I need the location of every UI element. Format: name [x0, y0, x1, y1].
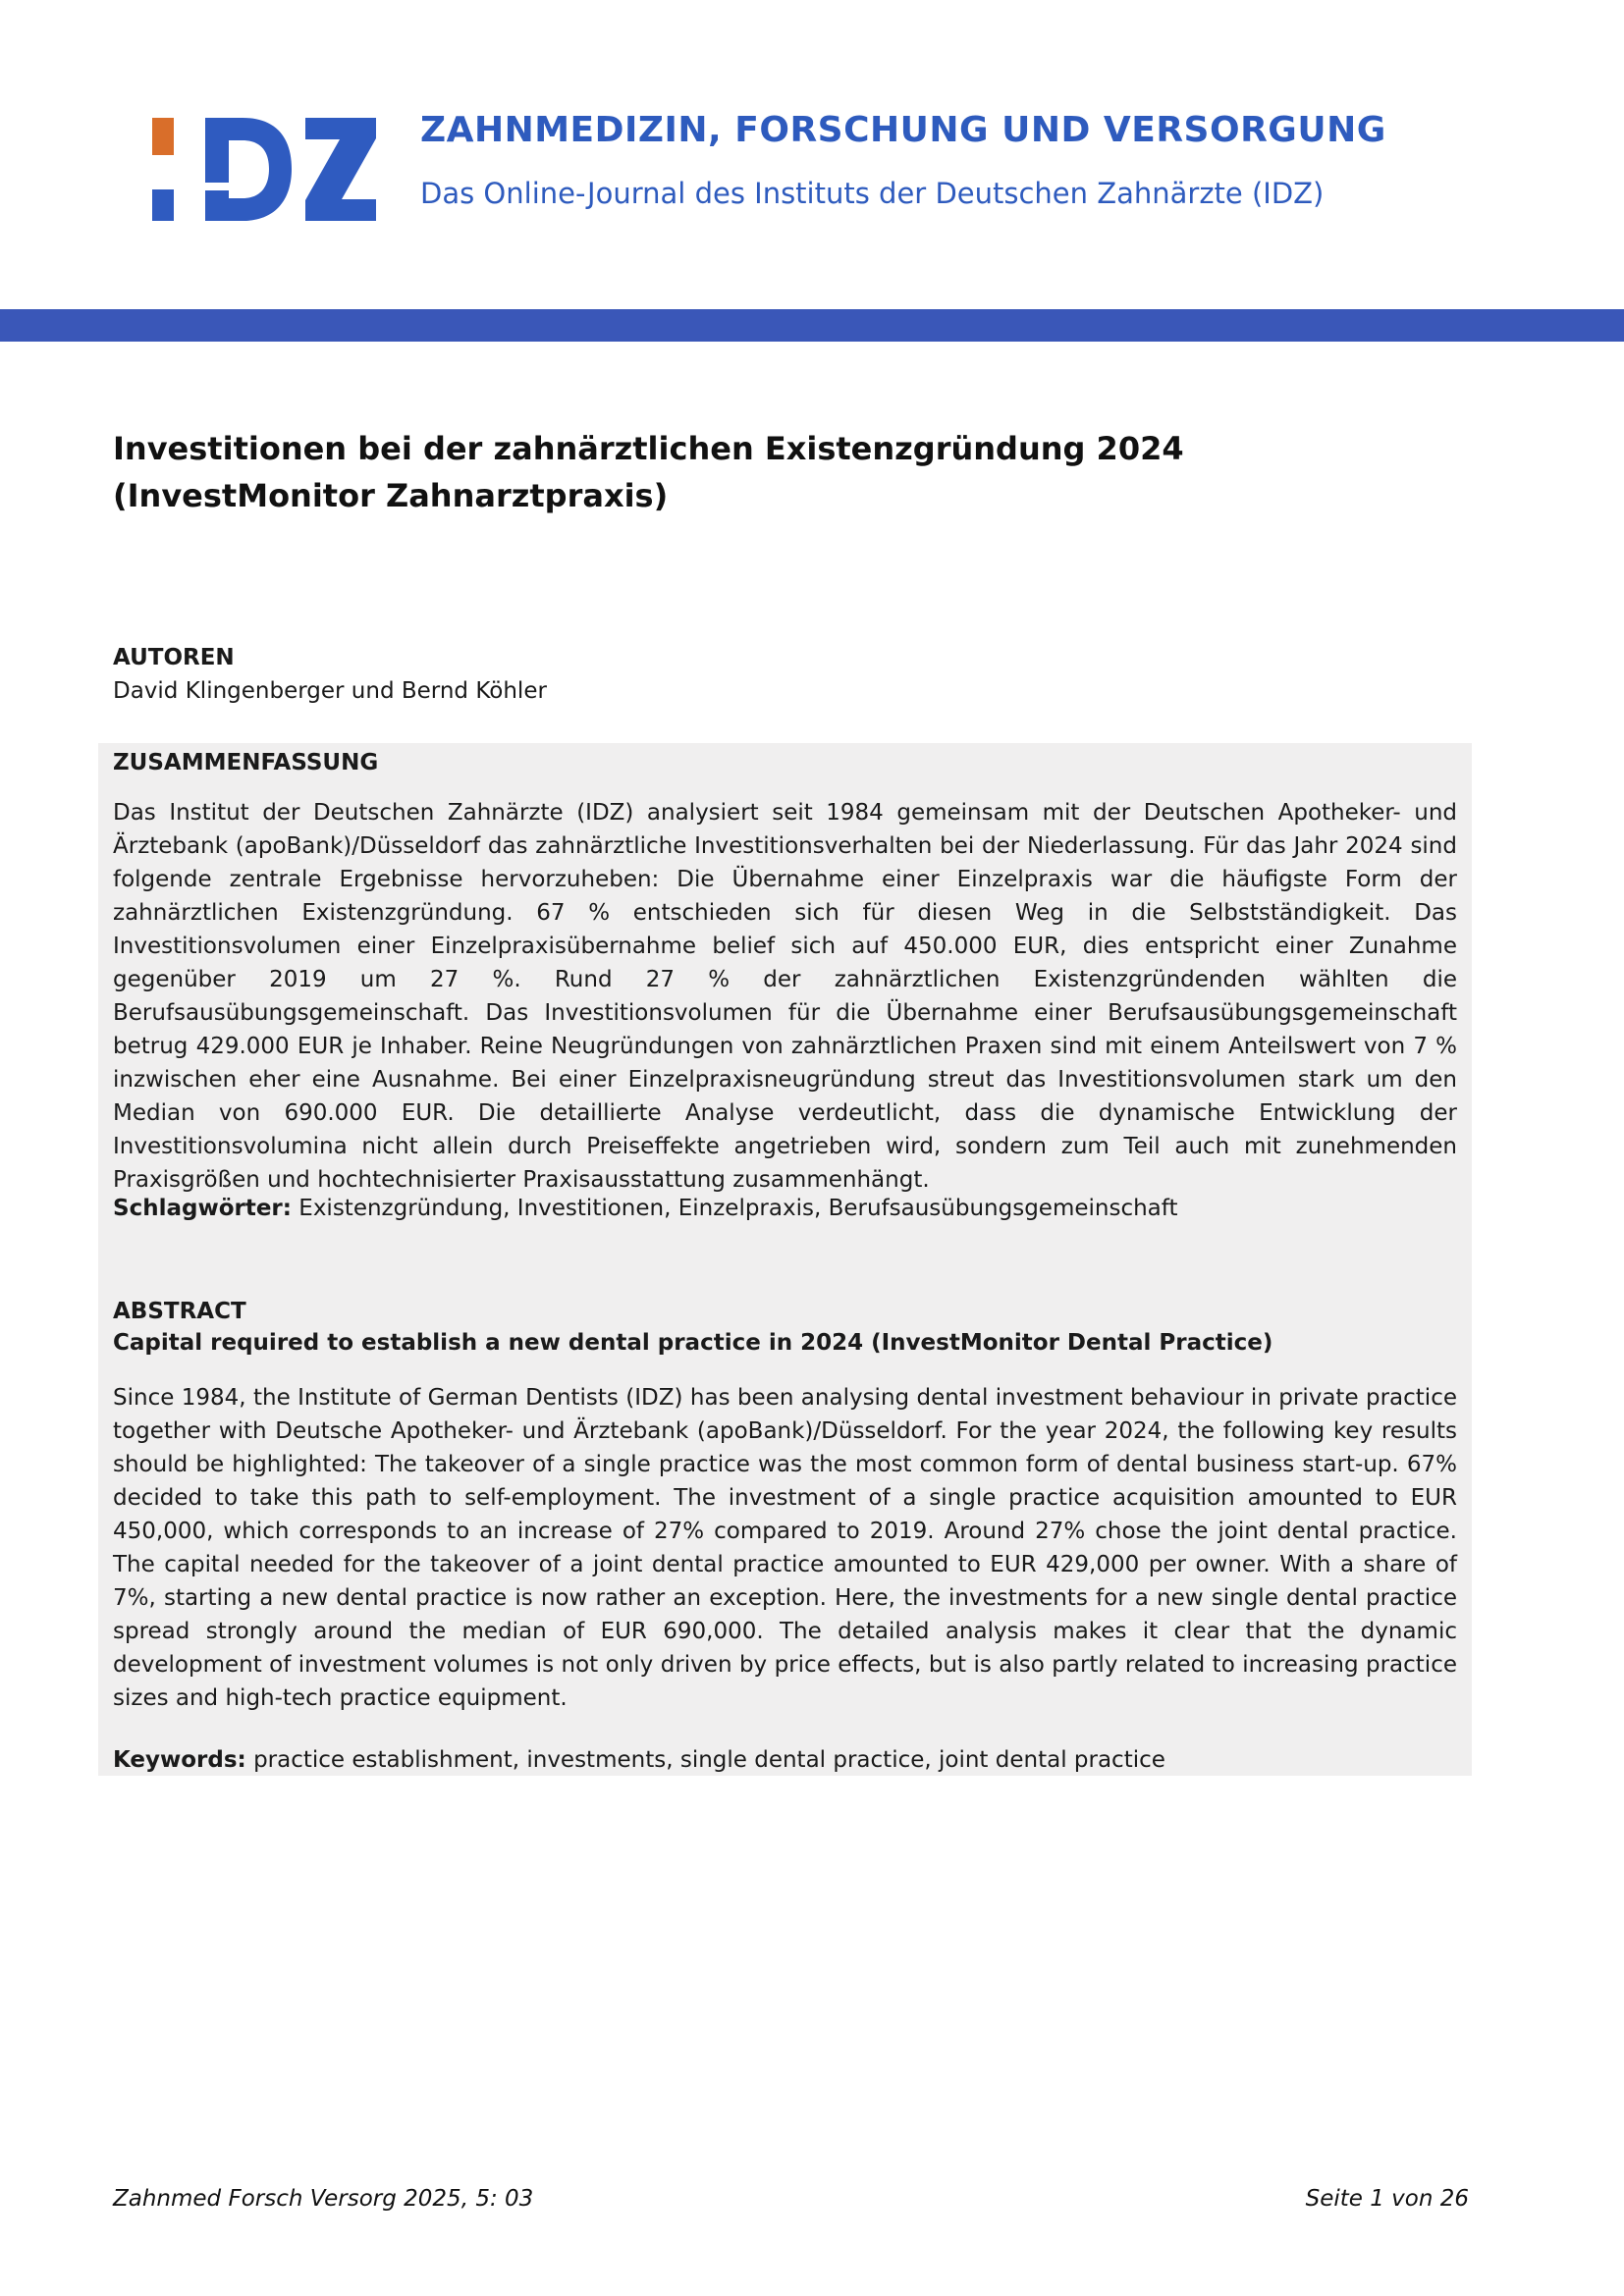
journal-title: ZAHNMEDIZIN, FORSCHUNG UND VERSORGUNG — [420, 110, 1386, 150]
journal-subtitle: Das Online-Journal des Instituts der Deutschen Zahnärzte (IDZ) — [420, 176, 1325, 210]
schlagwoerter-line — [113, 1196, 1457, 1221]
keywords-line — [113, 1747, 1457, 1773]
abstract-heading: ABSTRACT — [113, 1299, 246, 1324]
authors-heading: AUTOREN — [113, 645, 235, 670]
schlagwoerter-values: Existenzgründung, Investitionen, Einzelpraxis, Berufsausübungsgemeinschaft — [298, 1196, 1178, 1221]
logo-i-top-block — [152, 118, 174, 155]
keywords-values: practice establishment, investments, single dental practice, joint dental practice — [253, 1747, 1165, 1773]
zusammenfassung-heading: ZUSAMMENFASSUNG — [113, 750, 379, 775]
zusammenfassung-body: Das Institut der Deutschen Zahnärzte (IDZ) analysiert seit 1984 gemeinsam mit der Deutschen Apotheker- und Ärztebank (apoBank)/Düsseldorf das zahnärztliche Investitionsverhalten bei der Niederlassung. Für das Jahr 2024 sind folgende zentrale Ergebnisse hervorzuheben: Die Übernahme einer Einzelpraxis war die häufigste Form der zahnärztlichen Existenzgründung. 67 % entschieden sich für diesen Weg in die Selbstständigkeit. Das Investitionsvolumen einer Einzelpraxisübernahme belief sich auf 450.000 EUR, dies entspricht einer Zunahme gegenüber 2019 um 27 %. Rund 27 % der zahnärztlichen Existenzgründenden wählten die Berufsausübungsgemeinschaft. Das Investitionsvolumen für die Übernahme einer Berufsausübungsgemeinschaft betrug 429.000 EUR je Inhaber. Reine Neugründungen von zahnärztlichen Praxen sind mit einem Anteilswert von 7 % inzwischen eher eine Ausnahme. Bei einer Einzelpraxisneugründung streut das Investitionsvolumen stark um den Median von 690.000 EUR. Die detaillierte Analyse verdeutlicht, dass die dynamische Entwicklung der Investitionsvolumina nicht allein durch Preiseffekte angetrieben wird, sondern zum Teil auch mit zunehmenden Praxisgrößen und hochtechnisierter Praxisausstattung zusammenhängt. — [113, 800, 1457, 1193]
page-footer — [113, 2186, 1469, 2212]
header-divider-bar — [0, 309, 1624, 342]
schlagwoerter-label: Schlagwörter: — [113, 1196, 292, 1221]
abstract-subtitle: Capital required to establish a new dental practice in 2024 (InvestMonitor Dental Practice) — [113, 1330, 1273, 1356]
abstract-box — [98, 743, 1472, 1776]
logo-z-letter — [305, 118, 376, 221]
authors-section — [113, 641, 547, 708]
abstract-body: Since 1984, the Institute of German Dentists (IDZ) has been analysing dental investment behaviour in private practice together with Deutsche Apotheker- und Ärztebank (apoBank)/Düsseldorf. For the year 2024, the following key results should be highlighted: The takeover of a single practice was the most common form of dental business start-up. 67% decided to take this path to self-employment. The investment of a single practice acquisition amounted to EUR 450,000, which corresponds to an increase of 27% compared to 2019. Around 27% chose the joint dental practice. The capital needed for the takeover of a joint dental practice amounted to EUR 429,000 per owner. With a share of 7%, starting a new dental practice is now rather an exception. Here, the investments for a new single dental practice spread strongly around the median of EUR 690,000. The detailed analysis makes it clear that the dynamic development of investment volumes is not only driven by price effects, but is also partly related to increasing practice sizes and high-tech practice equipment. — [113, 1385, 1457, 1711]
article-title — [113, 425, 1184, 519]
article-title-line2: (InvestMonitor Zahnarztpraxis) — [113, 477, 669, 514]
article-title-line1: Investitionen bei der zahnärztlichen Existenzgründung 2024 — [113, 430, 1184, 467]
idz-logo — [152, 116, 378, 223]
footer-page-number: Seite 1 von 26 — [1305, 2186, 1469, 2212]
journal-header — [420, 112, 1386, 208]
logo-i-bottom-block — [152, 189, 174, 221]
authors-names: David Klingenberger und Bernd Köhler — [113, 678, 547, 704]
keywords-label: Keywords: — [113, 1747, 246, 1773]
footer-journal-reference: Zahnmed Forsch Versorg 2025, 5: 03 — [113, 2186, 534, 2212]
